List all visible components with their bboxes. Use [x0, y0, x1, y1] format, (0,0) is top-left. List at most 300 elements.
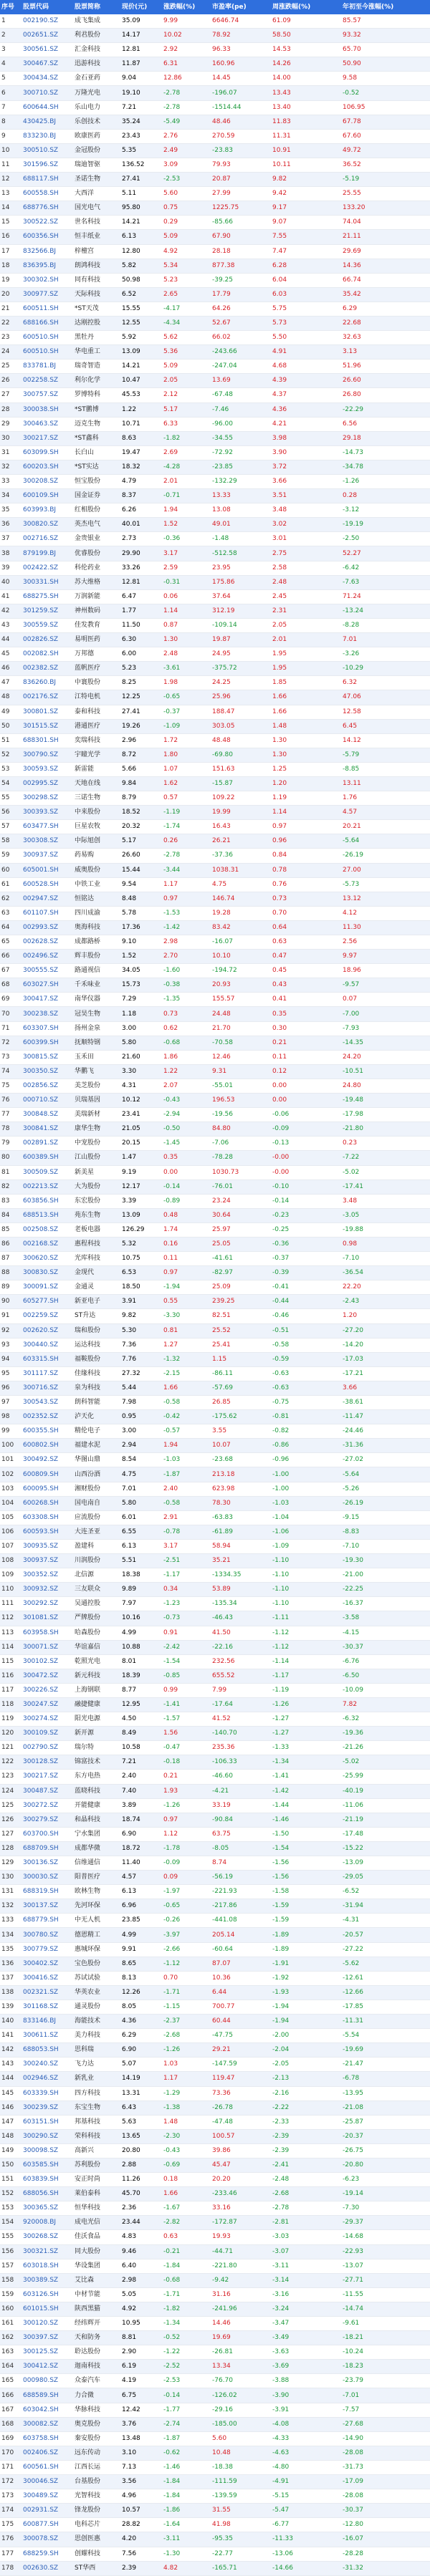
pe-ratio-cell: 24.25	[211, 676, 271, 690]
table-row	[0, 791, 430, 806]
change-pct-cell: 4.82	[162, 2561, 211, 2575]
change-pct-cell: 1.03	[162, 2058, 211, 2072]
change-pct-cell: 0.29	[162, 216, 211, 230]
row-index-cell: 137	[0, 1971, 22, 1985]
row-index-cell: 145	[0, 2086, 22, 2100]
stock-code-cell: 601015.SH	[22, 2302, 73, 2316]
table-row	[0, 230, 430, 244]
row-index-cell: 102	[0, 1467, 22, 1482]
price-cell: 9.54	[120, 877, 162, 892]
price-cell: 18.74	[120, 1813, 162, 1827]
table-row	[0, 1885, 430, 1899]
ytd-change-pct-cell: -26.19	[341, 849, 430, 863]
ytd-change-pct-cell: -28.08	[341, 2489, 430, 2504]
table-row	[0, 417, 430, 431]
table-row	[0, 1784, 430, 1798]
ytd-change-pct-cell: -5.64	[341, 834, 430, 849]
stock-name-cell: 四方科技	[73, 2086, 120, 2100]
pe-ratio-cell: -37.36	[211, 849, 271, 863]
pe-ratio-cell: 96.33	[211, 43, 271, 57]
ytd-change-pct-cell: -19.48	[341, 1094, 430, 1108]
pe-ratio-cell: 41.52	[211, 1712, 271, 1727]
stock-code-cell: 300463.SZ	[22, 417, 73, 431]
week-change-pct-cell: -0.81	[271, 1410, 341, 1424]
week-change-pct-cell: -0.82	[271, 1424, 341, 1439]
stock-code-cell: 002651.SZ	[22, 29, 73, 43]
pe-ratio-cell: 155.57	[211, 993, 271, 1007]
stock-code-cell: 688056.SH	[22, 2187, 73, 2201]
table-row	[0, 762, 430, 776]
row-index-cell: 36	[0, 518, 22, 532]
week-change-pct-cell: -0.63	[271, 1381, 341, 1395]
ytd-change-pct-cell: 66.74	[341, 273, 430, 287]
ytd-change-pct-cell: -19.88	[341, 1222, 430, 1237]
change-pct-cell: 0.63	[162, 2230, 211, 2244]
table-row	[0, 892, 430, 906]
stock-name-cell: 华谊嘉信	[73, 1640, 120, 1654]
table-row	[0, 1007, 430, 1021]
stock-code-cell: 600355.SH	[22, 1424, 73, 1439]
table-row	[0, 1194, 430, 1208]
stock-name-cell: 达刚控股	[73, 316, 120, 330]
week-change-pct-cell: -1.19	[271, 1683, 341, 1697]
stock-code-cell: 300098.SZ	[22, 2143, 73, 2158]
week-change-pct-cell: -0.75	[271, 1396, 341, 1410]
table-row	[0, 1770, 430, 1784]
stock-code-cell: 300489.SZ	[22, 2489, 73, 2504]
price-cell: 28.82	[120, 2518, 162, 2532]
pe-ratio-cell: 35.21	[211, 1554, 271, 1568]
week-change-pct-cell: -3.49	[271, 2331, 341, 2345]
price-cell: 4.31	[120, 1079, 162, 1093]
stock-code-cell: 301117.SZ	[22, 1366, 73, 1381]
stock-name-cell: 三诺生物	[73, 791, 120, 806]
change-pct-cell: -3.30	[162, 1309, 211, 1323]
table-row	[0, 1108, 430, 1122]
table-row	[0, 1583, 430, 1597]
pe-ratio-cell: 19.87	[211, 633, 271, 647]
ytd-change-pct-cell: 24.20	[341, 1050, 430, 1064]
pe-ratio-cell: 26.85	[211, 1396, 271, 1410]
pe-ratio-cell: 151.63	[211, 762, 271, 776]
week-change-pct-cell: -1.12	[271, 1626, 341, 1640]
stock-code-cell: 002082.SH	[22, 647, 73, 662]
change-pct-cell: 1.27	[162, 1338, 211, 1352]
price-cell: 2.96	[120, 733, 162, 748]
change-pct-cell: -2.82	[162, 2216, 211, 2230]
pe-ratio-cell: -241.96	[211, 2302, 271, 2316]
ytd-change-pct-cell: -27.20	[341, 1323, 430, 1338]
change-pct-cell: -1.74	[162, 820, 211, 834]
ytd-change-pct-cell: -22.29	[341, 402, 430, 417]
change-pct-cell: -2.66	[162, 1942, 211, 1957]
week-change-pct-cell: 13.43	[271, 86, 341, 100]
table-row	[0, 445, 430, 460]
table-row	[0, 1137, 430, 1151]
ytd-change-pct-cell: 22.20	[341, 1280, 430, 1295]
table-row	[0, 1396, 430, 1410]
week-change-pct-cell: -1.92	[271, 1971, 341, 1985]
ytd-change-pct-cell: -19.30	[341, 1554, 430, 1568]
row-index-cell: 33	[0, 475, 22, 489]
stock-code-cell: 300125.SZ	[22, 2345, 73, 2360]
change-pct-cell: -1.64	[162, 2518, 211, 2532]
table-row	[0, 1510, 430, 1525]
row-index-cell: 22	[0, 316, 22, 330]
change-pct-cell: 1.66	[162, 1381, 211, 1395]
price-cell: 6.01	[120, 1510, 162, 1525]
week-change-pct-cell: 4.91	[271, 345, 341, 360]
pe-ratio-cell: 19.93	[211, 2230, 271, 2244]
price-cell: 4.99	[120, 1626, 162, 1640]
ytd-change-pct-cell: -22.93	[341, 2244, 430, 2259]
ytd-change-pct-cell: -34.78	[341, 460, 430, 474]
row-index-cell: 34	[0, 489, 22, 503]
pe-ratio-cell: -111.59	[211, 2475, 271, 2489]
stock-code-cell: 002931.SZ	[22, 2504, 73, 2518]
stock-code-cell: 600203.SH	[22, 460, 73, 474]
change-pct-cell: -2.74	[162, 2417, 211, 2431]
week-change-pct-cell: 0.47	[271, 950, 341, 964]
ytd-change-pct-cell: 1.76	[341, 791, 430, 806]
stock-name-cell: 江特电机	[73, 690, 120, 705]
table-row	[0, 1640, 430, 1654]
row-index-cell: 13	[0, 187, 22, 201]
price-cell: 11.87	[120, 57, 162, 72]
week-change-pct-cell: -0.41	[271, 1280, 341, 1295]
pe-ratio-cell: 27.99	[211, 187, 271, 201]
price-cell: 2.90	[120, 2345, 162, 2360]
change-pct-cell: -0.38	[162, 978, 211, 993]
stock-name-cell: 江西长运	[73, 2460, 120, 2474]
price-cell: 5.17	[120, 834, 162, 849]
pe-ratio-cell: 239.25	[211, 1295, 271, 1309]
change-pct-cell: -1.94	[162, 1280, 211, 1295]
stock-name-cell: 力合微	[73, 2388, 120, 2403]
stock-code-cell: 300716.SZ	[22, 1381, 73, 1395]
ytd-change-pct-cell: -2.50	[341, 532, 430, 546]
week-change-pct-cell: -0.63	[271, 1366, 341, 1381]
stock-code-cell: 002630.SZ	[22, 2561, 73, 2575]
pe-ratio-cell: 3.55	[211, 1424, 271, 1439]
week-change-pct-cell: -1.56	[271, 1856, 341, 1871]
stock-code-cell: 603758.SH	[22, 2431, 73, 2446]
stock-name-cell: 蓝帆医疗	[73, 662, 120, 676]
price-cell: 23.43	[120, 129, 162, 143]
stock-name-cell: 南华仪器	[73, 993, 120, 1007]
ytd-change-pct-cell: 2.56	[341, 935, 430, 950]
stock-name-cell: 威奥股份	[73, 863, 120, 877]
stock-name-cell: 和晶科技	[73, 1813, 120, 1827]
ytd-change-pct-cell: -7.22	[341, 1151, 430, 1165]
week-change-pct-cell: 0.00	[271, 1094, 341, 1108]
pe-ratio-cell: -46.43	[211, 1611, 271, 1626]
pe-ratio-cell: 10.10	[211, 950, 271, 964]
row-index-cell: 14	[0, 201, 22, 216]
price-cell: 3.39	[120, 1194, 162, 1208]
pe-ratio-cell: 877.38	[211, 259, 271, 273]
price-cell: 5.51	[120, 1554, 162, 1568]
change-pct-cell: 0.97	[162, 892, 211, 906]
change-pct-cell: 0.26	[162, 834, 211, 849]
stock-code-cell: 300593.SZ	[22, 762, 73, 776]
ytd-change-pct-cell: 18.96	[341, 964, 430, 978]
price-cell: 13.48	[120, 2431, 162, 2446]
row-index-cell: 78	[0, 1122, 22, 1137]
stock-code-cell: 300308.SZ	[22, 834, 73, 849]
stock-name-cell: 瑞和股份	[73, 1323, 120, 1338]
row-index-cell: 6	[0, 86, 22, 100]
pe-ratio-cell: -26.81	[211, 2345, 271, 2360]
pe-ratio-cell: -139.59	[211, 2489, 271, 2504]
row-index-cell: 47	[0, 676, 22, 690]
price-cell: 10.88	[120, 1640, 162, 1654]
stock-code-cell: 300240.SZ	[22, 2058, 73, 2072]
pe-ratio-cell: -72.92	[211, 445, 271, 460]
price-cell: 21.60	[120, 1050, 162, 1064]
stock-name-cell: 恒宝股份	[73, 475, 120, 489]
stock-name-cell: 华英农业	[73, 1985, 120, 1999]
week-change-pct-cell: -1.44	[271, 1798, 341, 1813]
stock-code-cell: 600809.SH	[22, 1467, 73, 1482]
table-row	[0, 1079, 430, 1093]
pe-ratio-cell: 73.36	[211, 2086, 271, 2100]
stock-code-cell: 603099.SH	[22, 445, 73, 460]
stock-code-cell: 300830.SZ	[22, 1266, 73, 1280]
pe-ratio-cell: -9.42	[211, 2273, 271, 2287]
stock-name-cell: 锦富技术	[73, 1755, 120, 1770]
ytd-change-pct-cell: -25.99	[341, 1770, 430, 1784]
row-index-cell: 58	[0, 834, 22, 849]
stock-code-cell: 603993.BJ	[22, 503, 73, 518]
stock-name-cell: 新美星	[73, 1165, 120, 1180]
ytd-change-pct-cell: 32.63	[341, 331, 430, 345]
table-row	[0, 2302, 430, 2316]
stock-name-cell: 英杰电气	[73, 518, 120, 532]
pe-ratio-cell: -22.16	[211, 1640, 271, 1654]
pe-ratio-cell: -1.48	[211, 532, 271, 546]
stock-code-cell: 300290.SZ	[22, 2129, 73, 2143]
stock-name-cell: 万隆光电	[73, 86, 120, 100]
change-pct-cell: -1.46	[162, 2460, 211, 2474]
change-pct-cell: 0.75	[162, 201, 211, 216]
week-change-pct-cell: 3.66	[271, 475, 341, 489]
change-pct-cell: -5.49	[162, 115, 211, 129]
table-row	[0, 1496, 430, 1510]
price-cell: 12.81	[120, 575, 162, 589]
row-index-cell: 65	[0, 935, 22, 950]
stock-name-cell: 路通视信	[73, 964, 120, 978]
column-header-week-change: 周涨跌幅(%)	[271, 0, 341, 14]
ytd-change-pct-cell: -9.61	[341, 2317, 430, 2331]
week-change-pct-cell: 10.11	[271, 158, 341, 172]
table-row	[0, 2317, 430, 2331]
price-cell: 11.26	[120, 2173, 162, 2187]
ytd-change-pct-cell: -27.68	[341, 2417, 430, 2431]
stock-code-cell: 300509.SZ	[22, 1165, 73, 1180]
change-pct-cell: 0.11	[162, 1252, 211, 1266]
table-row	[0, 604, 430, 618]
change-pct-cell: 5.62	[162, 331, 211, 345]
row-index-cell: 92	[0, 1323, 22, 1338]
price-cell: 15.73	[120, 978, 162, 993]
stock-name-cell: 福建水泥	[73, 1439, 120, 1453]
change-pct-cell: -1.57	[162, 1712, 211, 1727]
change-pct-cell: 5.36	[162, 345, 211, 360]
table-row	[0, 273, 430, 287]
pe-ratio-cell: -76.01	[211, 1180, 271, 1194]
price-cell: 18.72	[120, 1841, 162, 1856]
stock-name-cell: 贝瑞基因	[73, 1094, 120, 1108]
stock-name-cell: 辉丰股份	[73, 950, 120, 964]
pe-ratio-cell: 58.94	[211, 1539, 271, 1553]
ytd-change-pct-cell: -14.20	[341, 1338, 430, 1352]
stock-name-cell: 陕西黑猫	[73, 2302, 120, 2316]
change-pct-cell: 1.72	[162, 733, 211, 748]
stock-name-cell: 华脉科技	[73, 2403, 120, 2417]
week-change-pct-cell: -3.63	[271, 2345, 341, 2360]
ytd-change-pct-cell: -10.09	[341, 1683, 430, 1697]
change-pct-cell: 1.94	[162, 503, 211, 518]
change-pct-cell: -0.31	[162, 575, 211, 589]
price-cell: 2.94	[120, 1439, 162, 1453]
row-index-cell: 43	[0, 618, 22, 632]
week-change-pct-cell: -3.14	[271, 2273, 341, 2287]
table-row	[0, 360, 430, 374]
stock-name-cell: 利尔化学	[73, 374, 120, 388]
pe-ratio-cell: -512.58	[211, 546, 271, 561]
change-pct-cell: -0.73	[162, 1611, 211, 1626]
stock-name-cell: 邦基科技	[73, 2115, 120, 2129]
week-change-pct-cell: 3.98	[271, 431, 341, 445]
column-header-index: 序号	[0, 0, 22, 14]
stock-code-cell: 002628.SZ	[22, 935, 73, 950]
week-change-pct-cell: 4.21	[271, 417, 341, 431]
week-change-pct-cell: 0.12	[271, 1064, 341, 1079]
price-cell: 8.48	[120, 892, 162, 906]
stock-name-cell: 四川成渝	[73, 906, 120, 920]
change-pct-cell: 1.52	[162, 518, 211, 532]
change-pct-cell: 1.94	[162, 1439, 211, 1453]
stock-code-cell: 600510.SH	[22, 331, 73, 345]
stock-name-cell: 华鹏飞	[73, 1064, 120, 1079]
stock-name-cell: 朗科智能	[73, 1396, 120, 1410]
stock-code-cell: 600593.SH	[22, 1525, 73, 1539]
price-cell: 3.91	[120, 1295, 162, 1309]
price-cell: 3.76	[120, 2417, 162, 2431]
change-pct-cell: -0.43	[162, 2143, 211, 2158]
pe-ratio-cell: 13.69	[211, 374, 271, 388]
week-change-pct-cell: -2.13	[271, 2072, 341, 2086]
table-row	[0, 1827, 430, 1841]
ytd-change-pct-cell: -8.85	[341, 762, 430, 776]
stock-code-cell: 600389.SH	[22, 1151, 73, 1165]
ytd-change-pct-cell: 0.98	[341, 1237, 430, 1251]
table-row	[0, 705, 430, 719]
ytd-change-pct-cell: -17.85	[341, 1999, 430, 2014]
stock-name-cell: 药易购	[73, 849, 120, 863]
pe-ratio-cell: 24.48	[211, 1007, 271, 1021]
price-cell: 10.58	[120, 1741, 162, 1755]
change-pct-cell: 9.99	[162, 14, 211, 29]
change-pct-cell: -1.53	[162, 906, 211, 920]
week-change-pct-cell: 0.00	[271, 1079, 341, 1093]
change-pct-cell: -1.87	[162, 2431, 211, 2446]
price-cell: 9.46	[120, 2244, 162, 2259]
price-cell: 6.30	[120, 633, 162, 647]
change-pct-cell: 0.21	[162, 1770, 211, 1784]
stock-name-cell: 中铁工业	[73, 877, 120, 892]
table-row	[0, 374, 430, 388]
stock-name-cell: 上海钢联	[73, 1683, 120, 1697]
ytd-change-pct-cell: 7.01	[341, 633, 430, 647]
price-cell: 5.30	[120, 1323, 162, 1338]
price-cell: 1.52	[120, 950, 162, 964]
pe-ratio-cell: 175.86	[211, 575, 271, 589]
ytd-change-pct-cell: 74.04	[341, 216, 430, 230]
stock-name-cell: 黑牡丹	[73, 331, 120, 345]
price-cell: 10.95	[120, 2317, 162, 2331]
ytd-change-pct-cell: -31.36	[341, 1439, 430, 1453]
stock-code-cell: 300217.SZ	[22, 431, 73, 445]
pe-ratio-cell: -86.11	[211, 1366, 271, 1381]
row-index-cell: 50	[0, 719, 22, 733]
stock-code-cell: 002406.SZ	[22, 2446, 73, 2460]
table-row	[0, 2158, 430, 2172]
price-cell: 9.91	[120, 1942, 162, 1957]
stock-code-cell: 300416.SZ	[22, 1971, 73, 1985]
table-row	[0, 2360, 430, 2374]
pe-ratio-cell: 20.87	[211, 173, 271, 187]
table-row	[0, 2143, 430, 2158]
row-index-cell: 123	[0, 1770, 22, 1784]
pe-ratio-cell: 270.59	[211, 129, 271, 143]
table-row	[0, 2532, 430, 2547]
table-row	[0, 1654, 430, 1669]
table-row	[0, 546, 430, 561]
ytd-change-pct-cell: -21.47	[341, 2058, 430, 2072]
change-pct-cell: -1.26	[162, 1798, 211, 1813]
table-row	[0, 849, 430, 863]
ytd-change-pct-cell: -14.73	[341, 445, 430, 460]
row-index-cell: 10	[0, 143, 22, 158]
price-cell: 33.26	[120, 561, 162, 575]
stock-name-cell: 大连圣亚	[73, 1525, 120, 1539]
row-index-cell: 147	[0, 2115, 22, 2129]
pe-ratio-cell: 160.96	[211, 57, 271, 72]
stock-name-cell: 成都华微	[73, 1841, 120, 1856]
row-index-cell: 41	[0, 589, 22, 604]
stock-name-cell: 苏利股份	[73, 2158, 120, 2172]
ytd-change-pct-cell: -38.61	[341, 1396, 430, 1410]
row-index-cell: 48	[0, 690, 22, 705]
stock-name-cell: 国光电气	[73, 201, 120, 216]
row-index-cell: 42	[0, 604, 22, 618]
week-change-pct-cell: 2.01	[271, 633, 341, 647]
change-pct-cell: 0.91	[162, 1626, 211, 1640]
stock-code-cell: 605001.SH	[22, 863, 73, 877]
week-change-pct-cell: -4.08	[271, 2417, 341, 2431]
change-pct-cell: -1.26	[162, 2043, 211, 2058]
stock-code-cell: 603839.SH	[22, 2173, 73, 2187]
stock-name-cell: 高新兴	[73, 2143, 120, 2158]
table-row	[0, 72, 430, 86]
ytd-change-pct-cell: -17.41	[341, 1180, 430, 1194]
change-pct-cell: 0.62	[162, 1021, 211, 1036]
price-cell: 4.75	[120, 1467, 162, 1482]
ytd-change-pct-cell: 11.30	[341, 920, 430, 935]
pe-ratio-cell: 25.96	[211, 690, 271, 705]
